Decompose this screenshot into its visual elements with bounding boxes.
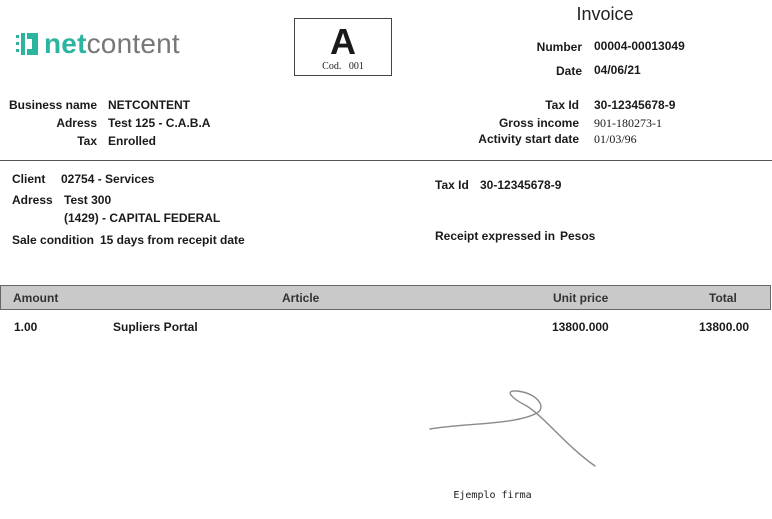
- invoice-type-box: [294, 18, 392, 76]
- fiscal-tax-id-label: Tax Id: [545, 98, 579, 112]
- row-article: Supliers Portal: [113, 320, 198, 334]
- date-label: Date: [555, 64, 582, 78]
- activity-start-label: Activity start date: [478, 132, 579, 146]
- column-header-amount: Amount: [13, 291, 59, 305]
- client-value: 02754 - Services: [61, 172, 155, 186]
- business-tax-label: Tax: [77, 134, 97, 148]
- invoice-letter: A: [330, 21, 356, 62]
- company-logo: [16, 29, 180, 59]
- logo-mark-icon: [16, 33, 38, 55]
- receipt-currency-value: Pesos: [560, 229, 596, 243]
- column-header-total: Total: [709, 291, 737, 305]
- column-header-article: Article: [282, 291, 320, 305]
- client-tax-id-value: 30-12345678-9: [480, 178, 562, 192]
- client-address-line1: Test 300: [64, 193, 112, 207]
- row-unit-price: 13800.000: [552, 320, 609, 334]
- business-name-value: NETCONTENT: [108, 98, 190, 112]
- business-name-label: Business name: [8, 98, 97, 112]
- items-table-header: [0, 285, 771, 310]
- client-address-line2: (1429) - CAPITAL FEDERAL: [64, 211, 221, 225]
- business-address-value: Test 125 - C.A.B.A: [108, 116, 211, 130]
- logo-text-content: content: [86, 28, 180, 59]
- row-total: 13800.00: [699, 320, 750, 334]
- number-label: Number: [536, 40, 582, 54]
- logo-text-net: net: [44, 28, 87, 59]
- date-value: 04/06/21: [594, 63, 641, 77]
- fiscal-tax-id-value: 30-12345678-9: [594, 98, 676, 112]
- row-amount: 1.00: [14, 320, 38, 334]
- signature-image: [425, 385, 605, 475]
- document-title: Invoice: [576, 4, 634, 24]
- gross-income-value: 901-180273-1: [594, 116, 662, 130]
- signature-caption: Ejemplo firma: [453, 490, 532, 501]
- sale-condition-value: 15 days from recepit date: [100, 233, 245, 247]
- section-divider: [0, 160, 772, 161]
- business-tax-value: Enrolled: [108, 134, 157, 148]
- number-value: 00004-00013049: [594, 39, 685, 53]
- sale-condition-label: Sale condition: [12, 233, 95, 247]
- column-header-unit-price: Unit price: [553, 291, 609, 305]
- activity-start-value: 01/03/96: [594, 132, 637, 146]
- gross-income-label: Gross income: [498, 116, 579, 130]
- client-address-label: Adress: [12, 193, 53, 207]
- business-address-label: Adress: [56, 116, 97, 130]
- client-tax-id-label: Tax Id: [435, 178, 469, 192]
- invoice-code: Cod. 001: [322, 61, 364, 72]
- receipt-currency-label: Receipt expressed in: [435, 229, 556, 243]
- client-label: Client: [12, 172, 46, 186]
